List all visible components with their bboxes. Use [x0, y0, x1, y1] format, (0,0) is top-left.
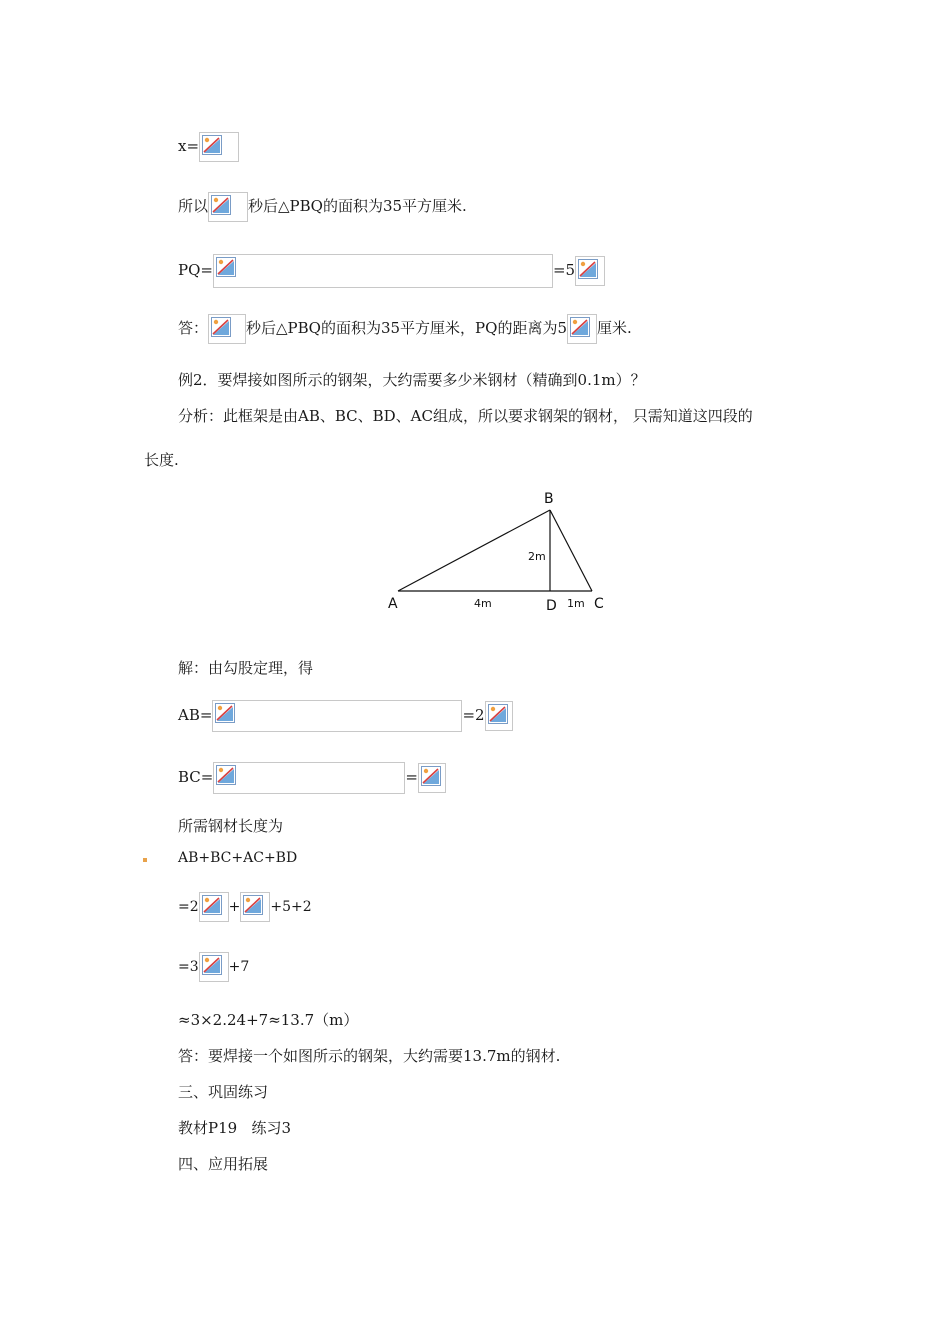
- line-conclusion: 所以 秒后△PBQ的面积为35平方厘米.: [178, 192, 467, 222]
- formula-image-placeholder: [418, 763, 446, 793]
- section-3-heading: 三、巩固练习: [178, 1083, 269, 1101]
- textbook-exercise: 教材P19 练习3: [178, 1119, 292, 1137]
- line-ab: AB= =2: [178, 700, 513, 732]
- formula-image-placeholder: [199, 892, 229, 922]
- sum-expression: AB+BC+AC+BD: [178, 850, 298, 866]
- broken-image-icon: [211, 195, 231, 215]
- formula-image-placeholder: [213, 254, 553, 288]
- formula-image-placeholder: [575, 256, 605, 286]
- line-pq: PQ= =5: [178, 254, 605, 288]
- segment-bc: [550, 510, 592, 591]
- formula-image-placeholder: [208, 314, 246, 344]
- broken-image-icon: [570, 317, 590, 337]
- formula-image-placeholder: [485, 701, 513, 731]
- formula-image-placeholder: [567, 314, 597, 344]
- formula-image-placeholder: [199, 952, 229, 982]
- label-b: B: [544, 491, 554, 507]
- example-2-question: 例2．要焊接如图所示的钢架，大约需要多少米钢材（精确到0.1m）？: [178, 371, 646, 389]
- approximation: ≈3×2.24+7≈13.7（m）: [178, 1011, 359, 1029]
- analysis-text: 分析：此框架是由AB、BC、BD、AC组成，所以要求钢架的钢材， 只需知道这四段的: [178, 407, 753, 425]
- line-sum-step-2: =3 +7: [178, 952, 249, 982]
- broken-image-icon: [215, 703, 235, 723]
- broken-image-icon: [421, 766, 441, 786]
- broken-image-icon: [202, 955, 222, 975]
- triangle-diagram: [380, 486, 620, 620]
- steel-length-heading: 所需钢材长度为: [178, 817, 284, 835]
- broken-image-icon: [216, 257, 236, 277]
- line-sum-step-1: =2 + +5+2: [178, 892, 312, 922]
- broken-image-icon: [578, 259, 598, 279]
- line-x-equals: x=: [178, 132, 239, 162]
- broken-image-icon: [211, 317, 231, 337]
- formula-image-placeholder: [213, 762, 405, 794]
- label-dc-length: 1m: [567, 597, 585, 610]
- label-d: D: [546, 598, 557, 614]
- label-bd-length: 2m: [528, 550, 546, 563]
- margin-marker: [143, 858, 147, 862]
- answer-2: 答：要焊接一个如图所示的钢架，大约需要13.7m的钢材.: [178, 1047, 561, 1065]
- label-c: C: [594, 596, 604, 612]
- broken-image-icon: [202, 895, 222, 915]
- formula-image-placeholder: [212, 700, 462, 732]
- solution-intro: 解：由勾股定理，得: [178, 659, 314, 677]
- broken-image-icon: [216, 765, 236, 785]
- formula-image-placeholder: [199, 132, 239, 162]
- broken-image-icon: [243, 895, 263, 915]
- label-ad-length: 4m: [474, 597, 492, 610]
- label-a: A: [388, 596, 398, 612]
- broken-image-icon: [488, 704, 508, 724]
- broken-image-icon: [202, 135, 222, 155]
- formula-image-placeholder: [240, 892, 270, 922]
- analysis-text-cont: 长度.: [144, 451, 179, 469]
- line-answer-1: 答： 秒后△PBQ的面积为35平方厘米，PQ的距离为5 厘米.: [178, 314, 632, 344]
- formula-image-placeholder: [208, 192, 248, 222]
- section-4-heading: 四、应用拓展: [178, 1155, 269, 1173]
- line-bc: BC= =: [178, 762, 446, 794]
